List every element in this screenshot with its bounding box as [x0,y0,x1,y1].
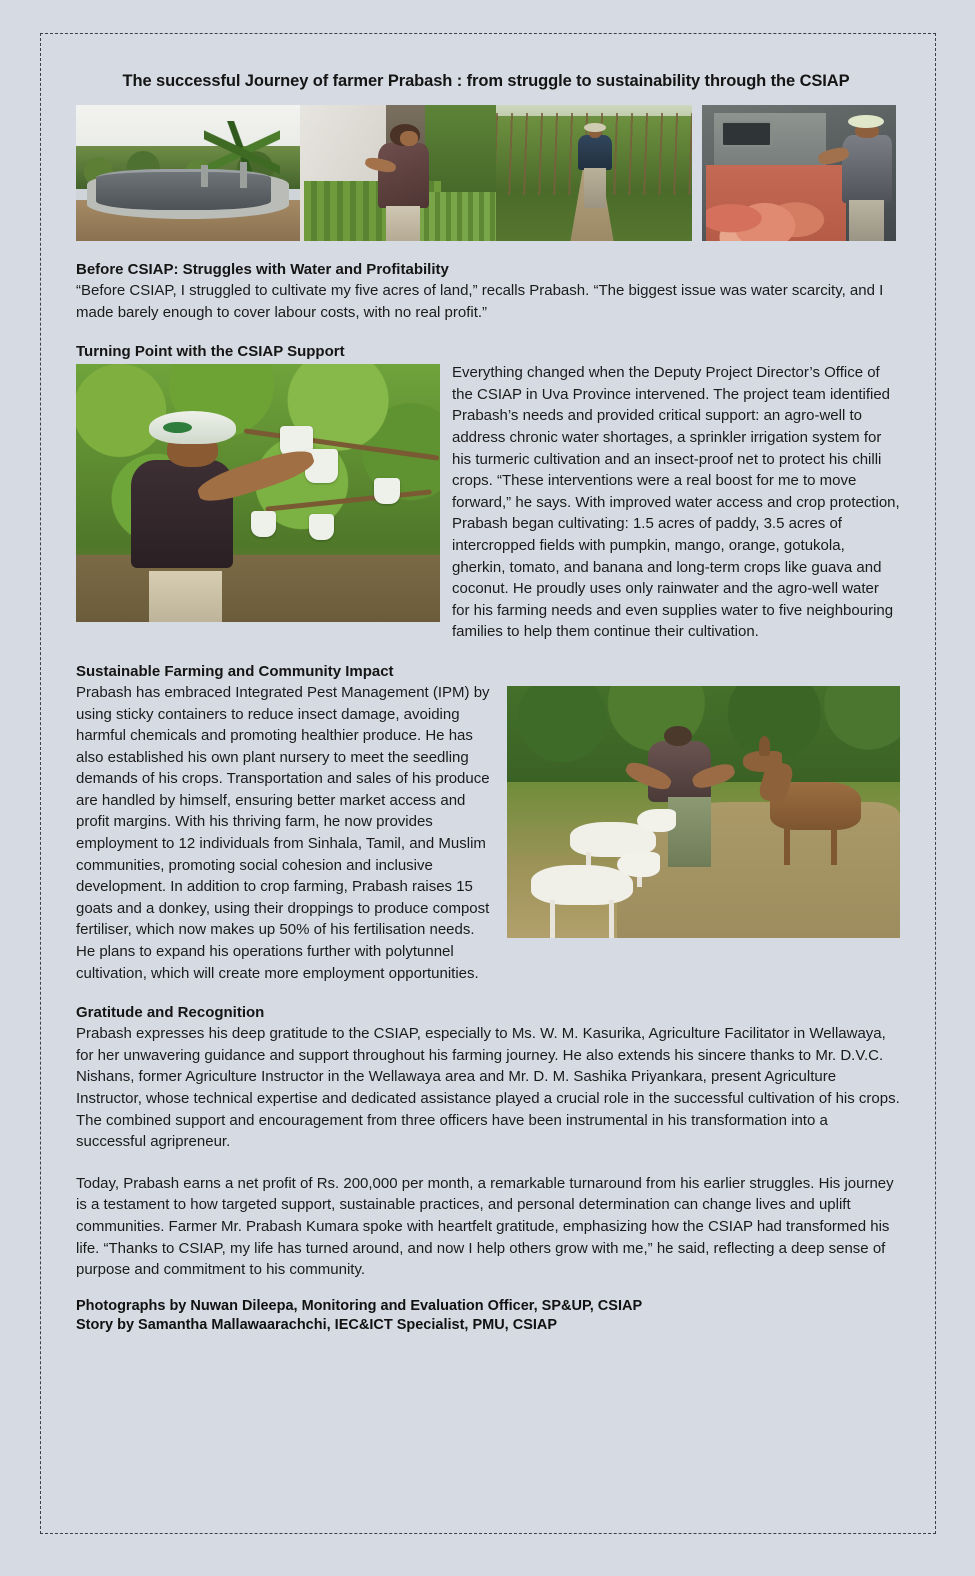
farmer-torso [578,135,611,170]
section-body: Everything changed when the Deputy Project Director’s Office of the CSIAP in Uva Province intervened. The project team identified Prabash’s needs and provided critical support: an agro-well to address chronic water shortages, a sprinkler irrigation system for his turmeric cultivation and an insect-proof net to protect his chilli crops. “These interventions were a real boost for me to move forward,” he says. With improved water access and crop protection, Prabash began cultivating: 1.5 acres of paddy, 3.5 acres of intercropped fields with pumpkin, mango, orange, gotukola, gherkin, tomato, and banana and long-term crops like guava and coconut. He proudly uses only rainwater and the agro-well water for his farming needs and even supplies water to five neighbouring families to help them continue their cultivation. [452,364,900,641]
section-before-csiap [76,261,900,323]
well-post-right [240,162,247,188]
section-body: Today, Prabash earns a net profit of Rs. 200,000 per month, a remarkable turnaround from his earlier struggles. His journey is a testament to how targeted support, sustainable practices, and personal determination can change lives and uplift communities. Farmer Mr. Prabash Kumara spoke with heartfelt gratitude, emphasizing how the CSIAP had transformed his life. “Thanks to CSIAP, my life has turned around, and now I help others grow with me,” he said, reflecting a deep sense of purpose and commitment to his community. [76,1174,894,1279]
photographs-credit: Photographs by Nuwan Dileepa, Monitoring and Evaluation Officer, SP&UP, CSIAP [76,1297,643,1314]
farmer-legs [584,168,606,209]
worker-legs [386,206,419,241]
truck-vent-panel [721,121,772,147]
section-heading: Turning Point with the CSIAP Support [76,343,345,361]
goat-lower-leg-2 [609,900,614,938]
seedling-trays-secondary [418,192,496,241]
section-sustainable-farming [76,663,900,984]
orchard-ground [76,555,440,622]
well-post-left [201,165,208,187]
story-credit: Story by Samantha Mallawaarachchi, IEC&ICT Specialist, PMU, CSIAP [76,1317,558,1334]
page-title: The successful Journey of farmer Prabash : from struggle to sustainability through the CSIAP [122,72,850,90]
goat-white-upper-head [637,809,676,832]
donkey-leg-2 [784,825,790,865]
agro-well-photo [76,105,300,241]
fruit-bag-3 [251,511,276,537]
section-heading: Before CSIAP: Struggles with Water and Profitability [76,261,449,278]
fruit-bag-4 [309,514,334,540]
loader-hat [848,115,885,129]
photo-strip [76,105,896,241]
section-body: Prabash expresses his deep gratitude to the CSIAP, especially to Ms. W. M. Kasurika, Agriculture Facilitator in Wellawaya, for her unwavering guidance and support throughout his farming journey. He also extends his sincere thanks to Mr. D.V.C. Nishans, former Agriculture Instructor in the Wellawaya area and Mr. D. M. Sashika Priyankara, present Agriculture Instructor, whose technical expertise and dedicated assistance played a crucial role in the successful cultivation of his crops. The combined support and encouragement from three officers have been instrumental in his transformation into a successful agripreneur. [76,1025,900,1151]
farmer-legs [668,797,711,868]
guava-harvest-photo [76,364,440,622]
section-body: Prabash has embraced Integrated Pest Management (IPM) by using sticky containers to reduce insect damage, avoiding harmful chemicals and promoting healthier produce. He has also established his own plant nursery to meet the seedling demands of his crops. Transportation and sales of his produce are handled by himself, ensuring better market access and profit margins. With his thriving farm, he now provides employment to 12 individuals from Sinhala, Tamil, and Muslim communities, promoting social cohesion and inclusive development. In addition to crop farming, Prabash raises 15 goats and a donkey, using their droppings to produce compost fertiliser, which now makes up 50% of his fertilisation needs. He plans to expand his operations further with polytunnel cultivation, which will create more employment opportunities. [76,683,490,982]
trellis-field-photo [496,105,692,241]
farmer-trousers [149,571,222,623]
loader-torso [842,135,892,203]
loader-legs [849,200,884,241]
document-content [76,72,900,1336]
nursery-seedlings-photo [300,105,496,241]
donkey-leg-1 [831,825,837,865]
worker-torso [378,143,429,208]
farmer-head [664,726,692,746]
section-gratitude [76,1004,900,1153]
section-heading: Sustainable Farming and Community Impact [76,662,394,680]
fruit-bag-5 [374,478,399,504]
goat-white-lower-head [617,852,660,877]
produce-loading-photo [702,105,896,241]
farmer-hat [584,123,606,133]
goats-and-donkey-photo [507,686,900,938]
farmer-hat [149,411,236,445]
credits-block [76,1297,900,1336]
section-closing [76,1173,900,1281]
section-turning-point [76,343,900,643]
section-heading: Gratitude and Recognition [76,1004,265,1022]
produce-sacks [706,165,846,241]
donkey-ear [759,736,771,756]
worker-face [400,131,418,146]
goat-lower-leg-1 [550,900,555,938]
photo-gap [692,105,702,241]
section-body: “Before CSIAP, I struggled to cultivate my five acres of land,” recalls Prabash. “The biggest issue was water scarcity, and I made barely enough to cover labour costs, with no real profit.” [76,282,884,321]
goat-white-lower-body [531,865,633,905]
